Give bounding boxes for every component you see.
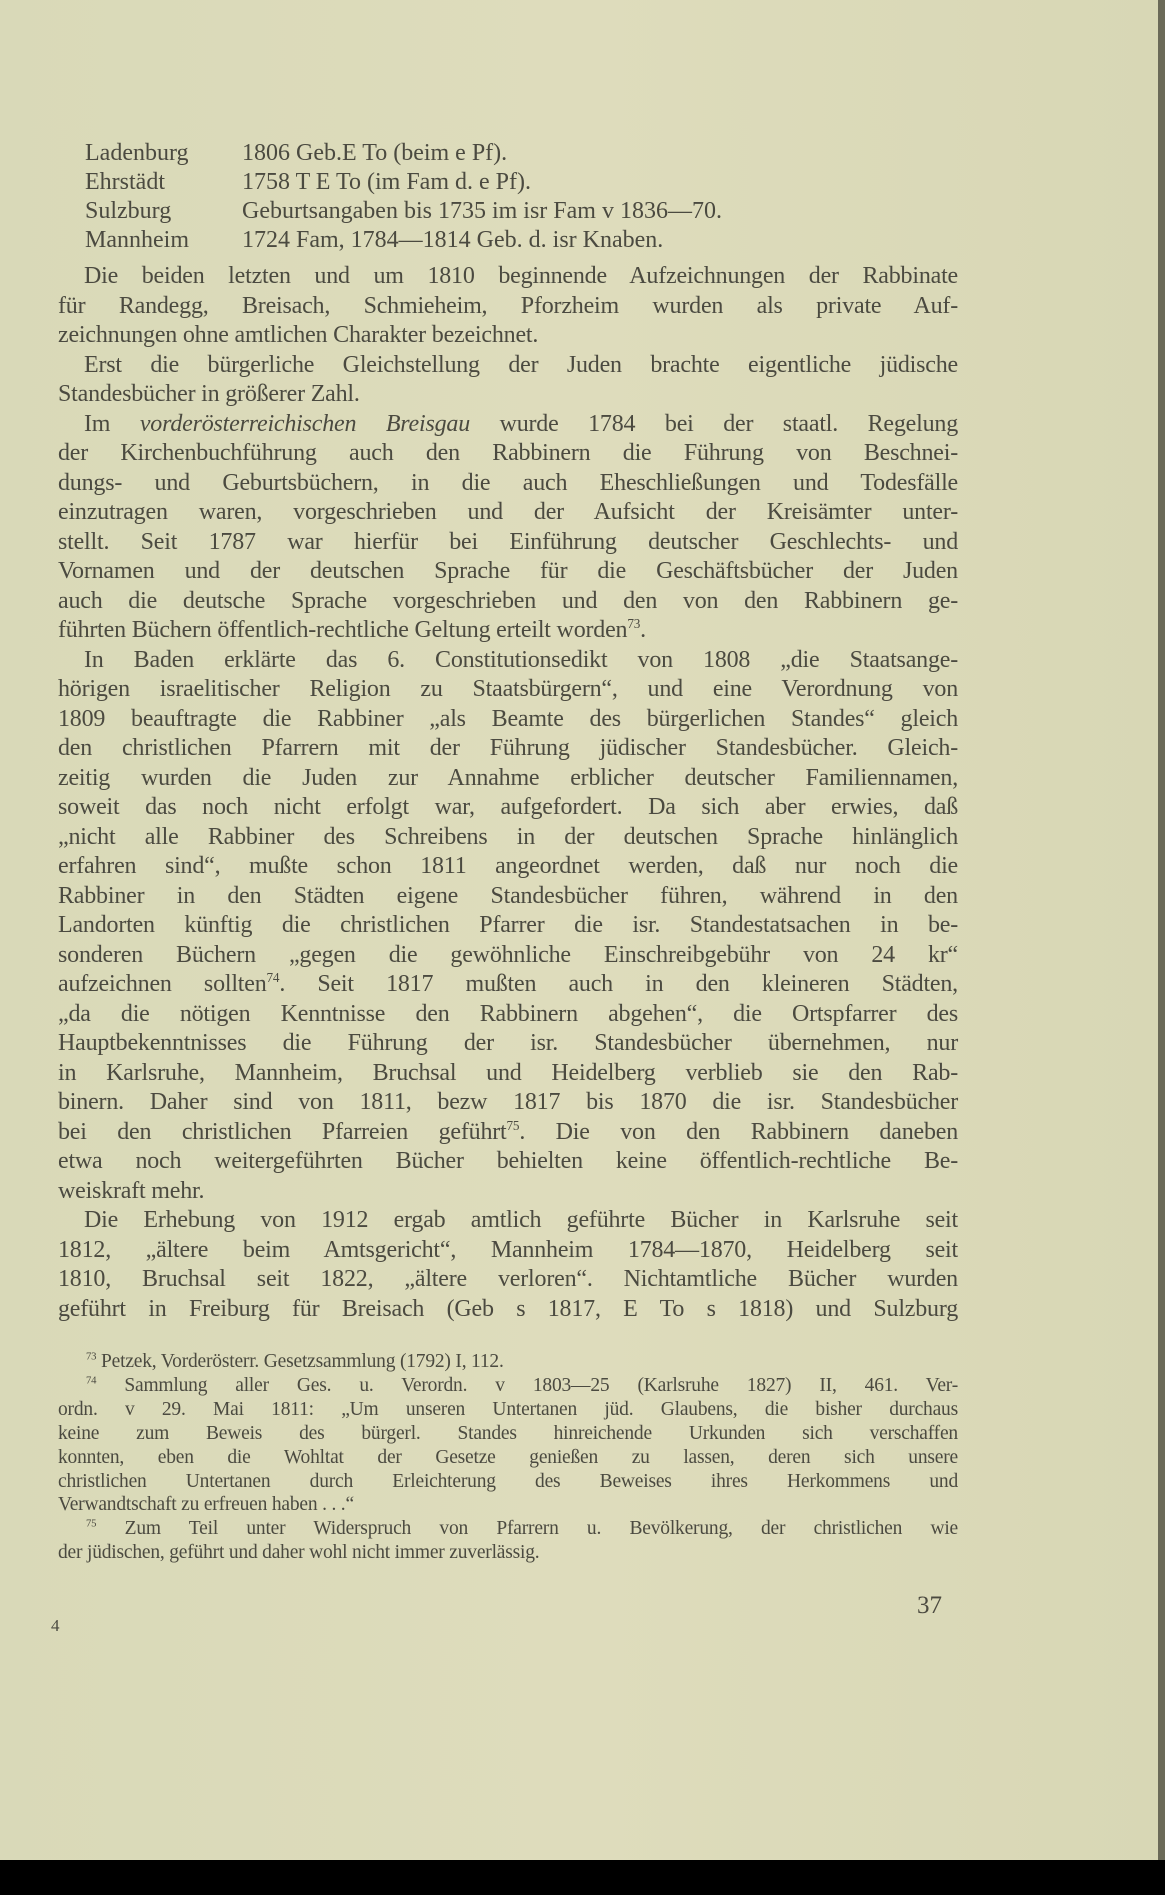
footnote-line: der jüdischen, geführt und daher wohl nicht immer zuverlässig. — [58, 1542, 540, 1564]
entry-place: Mannheim — [85, 227, 189, 253]
entry-description: 1724 Fam, 1784—1814 Geb. d. isr Knaben. — [242, 227, 664, 253]
text-line: Die beiden letzten und um 1810 beginnende Aufzeichnungen der Rabbinate — [84, 263, 958, 289]
footnote-ref: 74 — [266, 969, 280, 985]
text-segment: Sammlung aller Ges. u. Verordn. v 1803—25 (Karlsruhe 1827) II, 461. Ver- — [96, 1374, 958, 1396]
text-line: einzutragen waren, vorgeschrieben und der Aufsicht der Kreisämter unter- — [58, 499, 958, 525]
text-line: zeitig wurden die Juden zur Annahme erblicher deutscher Familiennamen, — [58, 764, 958, 791]
text-segment: aufzeichnen sollten — [58, 971, 267, 997]
text-line: „nicht alle Rabbiner des Schreibens in der deutschen Sprache hinlänglich — [58, 823, 958, 850]
footnote-line: keine zum Beweis des bürgerl. Standes hinreichende Urkunden sich verschaffen — [58, 1422, 958, 1444]
text-line — [58, 616, 958, 646]
text-line: weiskraft mehr. — [58, 1177, 205, 1204]
text-line: 1812, „ältere beim Amtsgericht“, Mannheim 1784—1870, Heidelberg seit — [58, 1236, 958, 1263]
page-number: 37 — [917, 1592, 942, 1619]
text-segment: . Seit 1817 mußten auch in den kleineren Städten, — [279, 971, 958, 997]
signature-mark: 4 — [51, 1616, 60, 1635]
text-line: in Karlsruhe, Mannheim, Bruchsal und Heidelberg verblieb sie den Rab- — [58, 1059, 958, 1086]
text-line: 1810, Bruchsal seit 1822, „ältere verloren“. Nichtamtliche Bücher wurden — [58, 1266, 958, 1292]
entry-description: 1806 Geb.E To (beim e Pf). — [242, 140, 508, 166]
text-line: den christlichen Pfarrern mit der Führung jüdischer Standesbücher. Gleich- — [58, 735, 958, 761]
text-line — [84, 410, 958, 440]
text-segment: Zum Teil unter Widerspruch von Pfarrern u. Bevölkerung, der christlichen wie — [96, 1518, 958, 1540]
footnote-line — [86, 1374, 958, 1398]
text-line: stellt. Seit 1787 war hierfür bei Einführung deutscher Geschlechts- und — [58, 528, 958, 555]
text-line: soweit das noch nicht erfolgt war, aufgefordert. Da sich aber erwies, daß — [58, 794, 958, 820]
footnote-ref: 74 — [86, 1374, 97, 1387]
footnote-line: ordn. v 29. Mai 1811: „Um unseren Untertanen jüd. Glaubens, die bisher durchaus — [58, 1398, 958, 1420]
page-edge-shadow — [1158, 0, 1165, 1860]
text-segment: bei den christlichen Pfarreien geführt — [58, 1118, 507, 1145]
text-line: dungs- und Geburtsbüchern, in die auch Eheschließungen und Todesfälle — [58, 469, 958, 496]
text-segment: Im — [84, 410, 140, 437]
text-segment: Petzek, Vorderösterr. Gesetzsammlung (1792) I, 112. — [96, 1351, 504, 1372]
text-line: geführt in Freiburg für Breisach (Geb s 1817, E To s 1818) und Sulzburg — [58, 1295, 958, 1322]
text-line: auch die deutsche Sprache vorgeschrieben und den von den Rabbinern ge- — [58, 587, 958, 614]
entry-description: Geburtsangaben bis 1735 im isr Fam v 1836—70. — [242, 198, 722, 224]
text-line: hörigen israelitischer Religion zu Staatsbürgern“, und eine Verordnung von — [58, 676, 958, 702]
text-segment: wurde 1784 bei der staatl. Regelung — [470, 410, 959, 437]
entry-description: 1758 T E To (im Fam d. e Pf). — [242, 169, 531, 195]
text-line: Landorten künftig die christlichen Pfarrer die isr. Standestatsachen in be- — [58, 912, 958, 938]
footnote-line — [86, 1517, 958, 1541]
text-segment: führten Büchern öffentlich-rechtliche Geltung erteilt worden — [58, 617, 628, 643]
text-line: Rabbiner in den Städten eigene Standesbücher führen, während in den — [58, 882, 958, 909]
footnote-line: Verwandtschaft zu erfreuen haben . . .“ — [58, 1494, 354, 1516]
text-line: In Baden erklärte das 6. Constitutionsedikt von 1808 „die Staatsange- — [84, 646, 958, 673]
footnote-ref: 73 — [86, 1350, 97, 1363]
text-line: 1809 beauftragte die Rabbiner „als Beamte des bürgerlichen Standes“ gleich — [58, 705, 958, 732]
text-line — [58, 1118, 958, 1148]
footnote-ref: 73 — [627, 615, 641, 631]
text-line: Hauptbekenntnisses die Führung der isr. Standesbücher übernehmen, nur — [58, 1030, 958, 1056]
entry-place: Sulzburg — [85, 198, 172, 224]
footnote-line: christlichen Untertanen durch Erleichterung des Beweises ihres Herkommens und — [58, 1470, 958, 1492]
entry-place: Ladenburg — [85, 140, 189, 166]
text-line: zeichnungen ohne amtlichen Charakter bezeichnet. — [58, 322, 539, 348]
entry-place: Ehrstädt — [85, 169, 165, 195]
text-line: „da die nötigen Kenntnisse den Rabbinern abgehen“, die Ortspfarrer des — [58, 1000, 958, 1027]
text-line: für Randegg, Breisach, Schmieheim, Pforzheim wurden als private Auf- — [58, 292, 958, 319]
text-line: binern. Daher sind von 1811, bezw 1817 bis 1870 die isr. Standesbücher — [58, 1089, 958, 1115]
text-line — [58, 970, 958, 1000]
text-line: erfahren sind“, mußte schon 1811 angeordnet werden, daß nur noch die — [58, 853, 958, 879]
text-segment: . Die von den Rabbinern daneben — [519, 1118, 958, 1145]
footnote-ref: 75 — [506, 1117, 520, 1133]
text-line: Erst die bürgerliche Gleichstellung der Juden brachte eigentliche jüdische — [84, 351, 958, 378]
text-segment: . — [640, 617, 646, 643]
text-line: Vornamen und der deutschen Sprache für die Geschäftsbücher der Juden — [58, 558, 958, 584]
text-line: der Kirchenbuchführung auch den Rabbinern die Führung von Beschnei- — [58, 440, 958, 466]
footnote-line: konnten, eben die Wohltat der Gesetze genießen zu lassen, deren sich unsere — [58, 1446, 958, 1468]
text-line: Die Erhebung von 1912 ergab amtlich geführte Bücher in Karlsruhe seit — [84, 1207, 958, 1233]
text-line: sonderen Büchern „gegen die gewöhnliche Einschreibgebühr von 24 kr“ — [58, 941, 958, 968]
text-line: Standesbücher in größerer Zahl. — [58, 381, 360, 407]
footnote-line — [86, 1350, 958, 1374]
footnote-ref: 75 — [86, 1517, 97, 1530]
italic-text: vorderösterreichischen Breisgau — [139, 410, 471, 437]
text-line: etwa noch weitergeführten Bücher behielten keine öffentlich-rechtliche Be- — [58, 1148, 958, 1174]
